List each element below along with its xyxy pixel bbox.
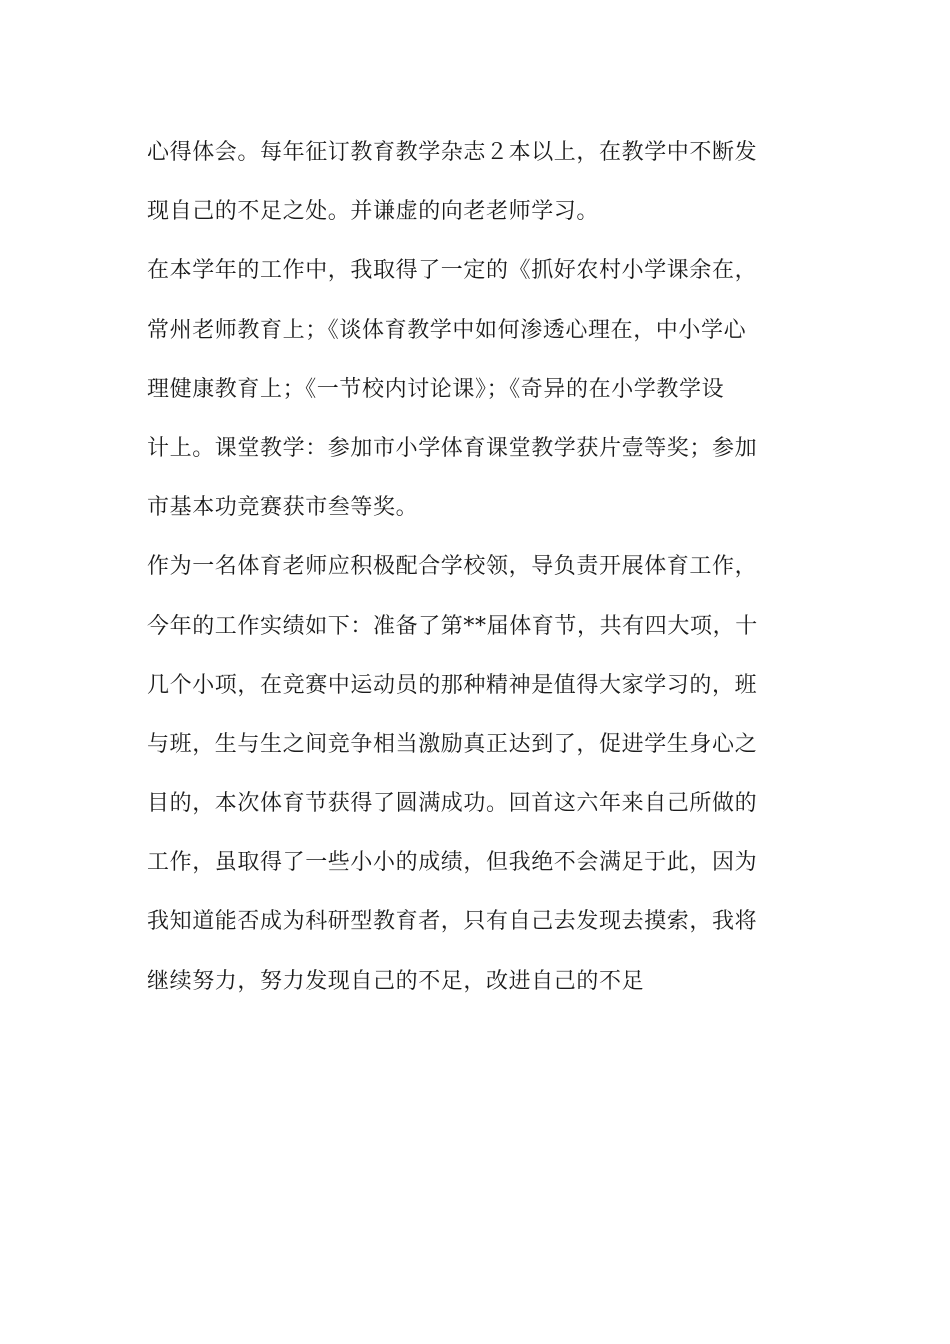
text-line: 我知道能否成为科研型教育者，只有自己去发现去摸索，我将 <box>147 909 758 935</box>
text-line: 理健康教育上；《一节校内讨论课》；《奇异的在小学教学设 <box>147 376 725 402</box>
text-line: 现自己的不足之处。并谦虚的向老老师学习。 <box>147 199 600 225</box>
text-line: 几个小项，在竞赛中运动员的那种精神是值得大家学习的，班 <box>147 672 758 698</box>
body-text <box>147 128 812 1016</box>
text-line: 在本学年的工作中，我取得了一定的《抓好农村小学课余在， <box>147 258 758 284</box>
text-line: 目的，本次体育节获得了圆满成功。回首这六年来自己所做的 <box>147 791 758 817</box>
text-line: 与班，生与生之间竞争相当激励真正达到了，促进学生身心之 <box>147 731 758 757</box>
text-line: 常州老师教育上；《谈体育教学中如何渗透心理在，中小学心 <box>147 317 747 343</box>
text-line: 作为一名体育老师应积极配合学校领，导负责开展体育工作， <box>147 554 758 580</box>
text-line: 计上。课堂教学：参加市小学体育课堂教学获片壹等奖；参加 <box>147 435 758 461</box>
text-line: 市基本功竞赛获市叁等奖。 <box>147 495 419 521</box>
text-line: 今年的工作实绩如下：准备了第**届体育节，共有四大项，十 <box>147 613 758 639</box>
text-line: 心得体会。每年征订教育教学杂志２本以上，在教学中不断发 <box>147 140 758 165</box>
text-line: 工作，虽取得了一些小小的成绩，但我绝不会满足于此，因为 <box>147 850 758 876</box>
text-line: 继续努力，努力发现自己的不足，改进自己的不足 <box>147 968 645 994</box>
